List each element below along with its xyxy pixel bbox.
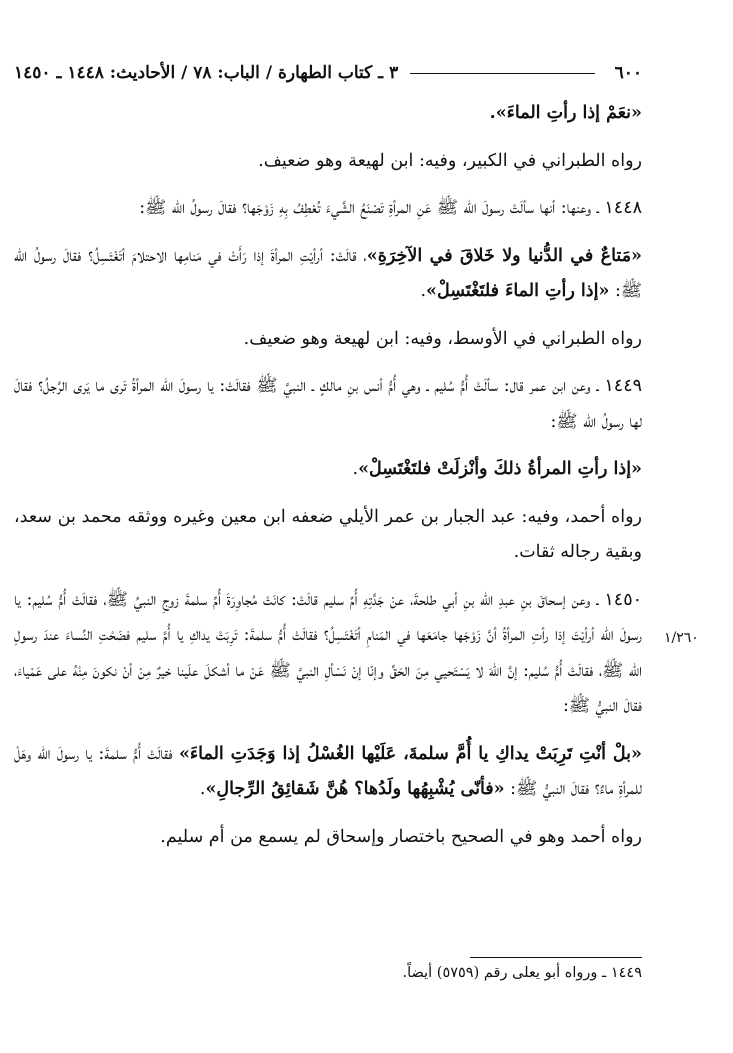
running-header: [14, 58, 642, 88]
text-run: .: [352, 459, 359, 479]
hadith-quote: «إذا رأتِ المرأةُ ذلكَ وأنْزلَتْ فلتَغْتَسِلْ»: [358, 459, 642, 479]
text-run: فقالَتْ أُمُّ سلمةَ: يا رسولَ الله وهَلْ للمرأةِ ماءٌ؟ فقالَ النبيُّ ﷺ:: [14, 743, 642, 799]
text-run: .: [420, 281, 427, 301]
paragraph: [14, 369, 642, 440]
hadith-quote: «إذا رأتِ الماءَ فلتَغْتَسِلْ»: [426, 281, 610, 301]
running-title: ٣ ـ كتاب الطهارة / الباب: ٧٨ / الأحاديث: ١٤٤٨ ـ ١٤٥٠: [14, 63, 399, 83]
hadith-quote: «بلْ أنْتِ تَرِبَتْ يداكِ يا أُمَّ سلمةَ، عَلَيْها الغُسْلُ إذا وَجَدَتِ الماءَ»: [178, 743, 642, 764]
hadith-quote: «نعَمْ إذا رأتِ الماءَ».: [489, 103, 642, 123]
paragraph: [14, 322, 642, 358]
page-body: [14, 96, 642, 867]
paragraph: [14, 583, 642, 725]
text-run: ، قالَتْ: أرأيْتِ المرأةَ إذا رَأَتْ في مَنامِها الاحتلامَ أتَغْتَسِلُ؟ فقالَ رسولُ الله ﷺ:: [14, 245, 642, 301]
paragraph: [14, 452, 642, 488]
paragraph: [14, 144, 642, 180]
hadith-quote: «مَتاعٌ في الدُّنيا ولا خَلاقَ في الآخِرَةِ»: [366, 245, 642, 266]
paragraph: [14, 191, 642, 227]
text-run: رواه الطبراني في الكبير، وفيه: ابن لهيعة وهو ضعيف.: [258, 150, 642, 171]
footnote: ١٤٤٩ ـ ورواه أبو يعلى رقم (٥٧٥٩) أيضاً.: [402, 965, 642, 981]
text-run: رواه الطبراني في الأوسط، وفيه: ابن لهيعة وهو ضعيف.: [243, 328, 642, 349]
paragraph: [14, 737, 642, 808]
hadith-quote: «فأنّى يُشْبِهُها ولَدُها؟ هُنَّ شَقائِقُ الرِّجالِ»: [205, 779, 505, 799]
text-run: رواه أحمد وهو في الصحيح باختصار وإسحاق لم يسمع من أم سليم.: [160, 826, 642, 847]
paragraph: [14, 500, 642, 571]
footnote-rule: [470, 957, 642, 958]
paragraph: [14, 820, 642, 856]
paragraph: [14, 96, 642, 132]
text-run: ١٤٤٩ ـ وعن ابن عمر قال: سألَتْ أُمُّ سُليم ـ وهي أُمُّ أنس بنِ مالكٍ ـ النبيَّ ﷺ فقالَتْ: يا رسولَ الله المرأةُ تَرى ما يَرى الرَّجلُ؟ فقالَ لها رسولُ الله ﷺ:: [14, 376, 642, 432]
page-number: ٦٠٠: [614, 63, 642, 83]
paragraph: [14, 239, 642, 310]
text-run: رواه أحمد، وفيه: عبد الجبار بن عمر الأيلي ضعفه ابن معين وغيره ووثقه محمد بن سعد، وبقية رجاله ثقات.: [14, 506, 642, 562]
margin-note: ١/٢٦٠: [664, 630, 699, 646]
text-run: .: [199, 779, 206, 799]
header-rule: [410, 73, 594, 74]
text-run: ١٤٤٨ ـ وعنها: أنها سألَتْ رسولَ الله ﷺ عَنِ المرأةِ تَصْنَعُ الشَّيءَ تُعْطِفُ بِهِ زَوْجَها؟ فقالَ رسولُ الله ﷺ:: [139, 198, 642, 218]
text-run: ١٤٥٠ ـ وعن إسحاقَ بنِ عبدِ الله بنِ أبي طلحةَ، عنْ جَدَّتِهِ أُمِّ سليم قالَتْ: كانَتْ مُجاوِرَةَ أُمِّ سلمةَ زوجِ النبيِّ ﷺ، فقالَتْ أُمُّ سُليم: يا رسولَ الله أرأيْتَ إذا رأتِ المرأةُ أنَّ زَوْجَها جامَعَها في المَنامِ أتَغْتَسِلُ؟ فقالَتْ أُمُّ سلمةَ: تَرِبَتْ يداكِ يا أُمَّ سليم فضَحْتِ النِّساءَ عندَ رسولِ الله ﷺ، فقالَتْ أُمُّ سُليم: إنَّ اللهَ لا يَسْتَحيي مِنَ الحَقِّ وإنّا إنْ نَسْألِ النبيَّ ﷺ عَنْ ما أشكلَ علَينا خيرٌ مِنْ أنْ نكونَ مِنْهُ على عَمْياءَ، فقالَ النبيُّ ﷺ:: [14, 589, 642, 716]
